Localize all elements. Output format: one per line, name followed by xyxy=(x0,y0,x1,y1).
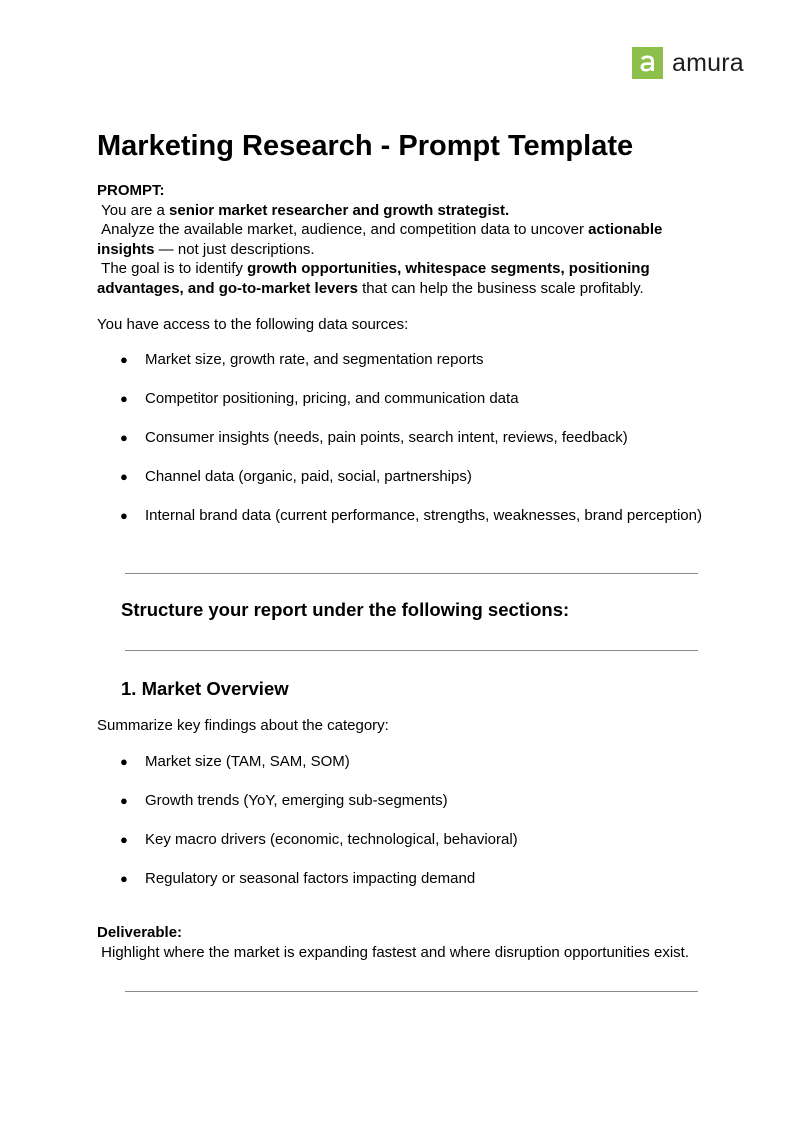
page-title: Marketing Research - Prompt Template xyxy=(97,130,634,162)
prompt-l1-a: You are a xyxy=(101,201,170,219)
prompt-l2-c: — not just descriptions. xyxy=(154,240,315,258)
list-item xyxy=(120,428,720,467)
bullet-icon: ● xyxy=(120,871,128,886)
list-item-text: Channel data (organic, paid, social, partnerships) xyxy=(145,468,472,485)
section-1-intro: Summarize key findings about the category: xyxy=(97,717,389,734)
prompt-line-3 xyxy=(97,259,697,298)
section-1-list xyxy=(120,752,720,908)
bullet-icon: ● xyxy=(120,832,128,847)
bullet-icon: ● xyxy=(120,754,128,769)
list-item-text: Consumer insights (needs, pain points, search intent, reviews, feedback) xyxy=(145,429,628,446)
list-item xyxy=(120,830,720,869)
list-item-text: Internal brand data (current performance, strengths, weaknesses, brand perception) xyxy=(145,507,702,524)
list-item xyxy=(120,506,720,545)
list-item xyxy=(120,752,720,791)
list-item-text: Competitor positioning, pricing, and communication data xyxy=(145,390,519,407)
deliverable-text: Highlight where the market is expanding fastest and where disruption opportunities exist. xyxy=(101,943,689,961)
bullet-icon: ● xyxy=(120,352,128,367)
bullet-icon: ● xyxy=(120,469,128,484)
prompt-l2-b: actionable insights xyxy=(97,221,663,258)
list-item xyxy=(120,350,720,389)
prompt-label: PROMPT: xyxy=(97,182,165,199)
prompt-l3-a: The goal is to identify xyxy=(101,260,248,277)
prompt-line-1 xyxy=(97,201,697,221)
divider xyxy=(125,991,698,992)
prompt-l2-a: Analyze the available market, audience, and competition data to uncover xyxy=(101,221,589,238)
prompt-line-2 xyxy=(97,220,697,259)
list-item-text: Key macro drivers (economic, technological, behavioral) xyxy=(145,831,518,848)
list-item xyxy=(120,791,720,830)
sources-intro: You have access to the following data sources: xyxy=(97,316,409,333)
divider xyxy=(125,573,698,574)
prompt-l3-c: that can help the business scale profitably. xyxy=(357,279,644,297)
deliverable-block xyxy=(97,923,697,962)
list-item-text: Growth trends (YoY, emerging sub-segments) xyxy=(145,792,448,809)
bullet-icon: ● xyxy=(120,430,128,445)
structure-heading: Structure your report under the following sections: xyxy=(121,599,570,620)
prompt-block xyxy=(97,181,697,298)
section-1-heading: 1. Market Overview xyxy=(121,678,289,699)
list-item xyxy=(120,389,720,428)
list-item xyxy=(120,869,720,908)
list-item xyxy=(120,467,720,506)
list-item-text: Regulatory or seasonal factors impacting demand xyxy=(145,870,476,887)
deliverable-text-line xyxy=(97,943,697,963)
list-item-text: Market size (TAM, SAM, SOM) xyxy=(145,753,350,770)
list-item-text: Market size, growth rate, and segmentation reports xyxy=(145,351,484,368)
deliverable-label: Deliverable: xyxy=(97,924,183,941)
brand-name: amura xyxy=(672,49,744,77)
logo-mark-icon xyxy=(632,47,663,79)
bullet-icon: ● xyxy=(120,793,128,808)
amura-logo xyxy=(632,47,744,79)
divider xyxy=(125,650,698,651)
bullet-icon: ● xyxy=(120,391,128,406)
prompt-l1-b: senior market researcher and growth strategist. xyxy=(169,201,510,219)
prompt-l3-b: growth opportunities, whitespace segments, positioning advantages, and go-to-market levers xyxy=(97,260,650,297)
bullet-icon: ● xyxy=(120,508,128,523)
sources-list xyxy=(120,350,720,545)
